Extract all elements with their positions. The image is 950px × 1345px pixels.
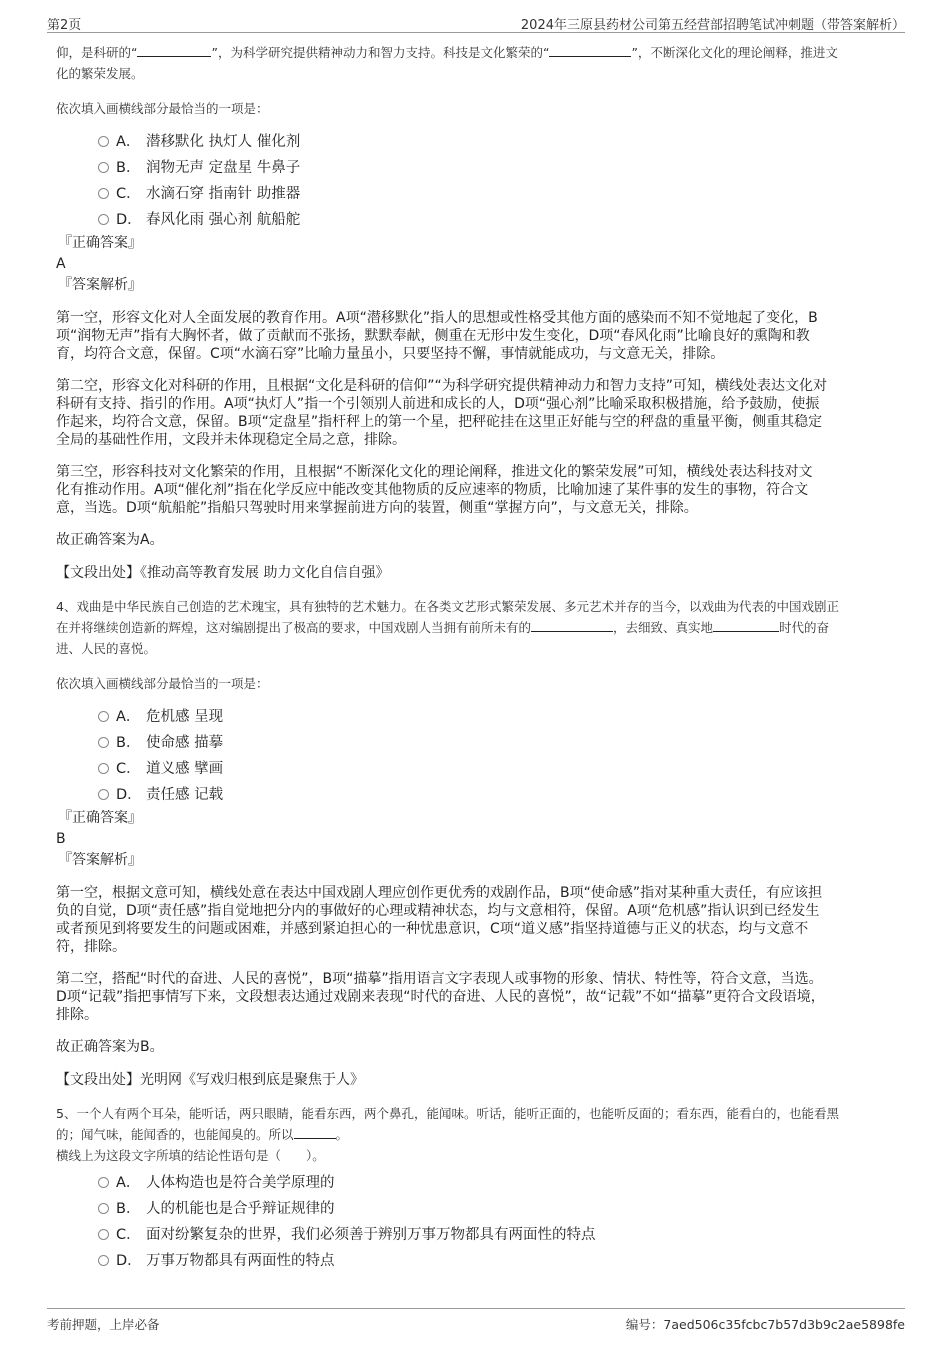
q4-options <box>56 703 896 807</box>
q4-stem: 4、戏曲是中华民族自己创造的艺术瑰宝，具有独特的艺术魅力。在各类文艺形式繁荣发展、多元艺术并存的当今，以戏曲为代表的中国戏剧正 在并将继续创造新的辉煌，这对编剧提出了极高的要求，中国戏剧人当拥有前所未有的 ，去细致、真实地 时代的奋 进、人民的喜悦。 <box>56 599 839 656</box>
q4-analysis-heading: 『答案解析』 <box>58 852 142 868</box>
q4-option-d[interactable]: D． 责任感 记载 <box>56 781 896 807</box>
q3-stem-line-2: 化的繁荣发展。 <box>56 66 144 81</box>
radio-icon[interactable] <box>98 737 109 748</box>
q4-analysis-paragraph-2: 第二空，搭配“时代的奋进、人民的喜悦”，B项“描摹”指用语言文字表现人或事物的形象、情状、特性等，符合文意，当选。 D项“记载”指把事情写下来，文段想表达通过戏剧来表现“时代的奋进、人民的喜悦”，故“记载”不如“描摹”更符合文段语境， 排除。 <box>56 971 825 1023</box>
q3-blank-3 <box>549 42 631 57</box>
radio-icon[interactable] <box>98 162 109 173</box>
q3-option-d[interactable]: D． 春风化雨 强心剂 航船舵 <box>56 206 896 232</box>
q3-analysis-paragraph-1: 第一空，形容文化对人全面发展的教育作用。A项“潜移默化”指人的思想或性格受其他方面的感染而不知不觉地起了变化，B 项“润物无声”指有大胸怀者，做了贡献而不张扬，默默奉献，侧重在无形中发生变化，D项“春风化雨”比喻良好的熏陶和教 育，均符合文意，保留。C项“水滴石穿”比喻力量虽小，只要坚持不懈，事情就能成功，与文意无关，排除。 <box>56 310 818 362</box>
radio-icon[interactable] <box>98 1203 109 1214</box>
page-header <box>47 8 905 33</box>
document-title: 2024年三原县药材公司第五经营部招聘笔试冲刺题（带答案解析） <box>520 18 905 33</box>
radio-icon[interactable] <box>98 1177 109 1188</box>
q5-option-c[interactable]: C． 面对纷繁复杂的世界，我们必须善于辨别万事万物都具有两面性的特点 <box>56 1221 896 1247</box>
q3-option-a[interactable]: A． 潜移默化 执灯人 催化剂 <box>56 128 896 154</box>
q3-source: 【文段出处】《推动高等教育发展 助力文化自信自强》 <box>56 565 390 581</box>
q4-source: 【文段出处】光明网《写戏归根到底是聚焦于人》 <box>56 1072 364 1088</box>
document-id: 编号：7aed506c35fcbc7b57d3b9c2ae5898fe <box>625 1317 905 1332</box>
page-content <box>56 40 896 1273</box>
q3-answer: A <box>56 256 66 272</box>
q3-options <box>56 128 896 232</box>
q3-analysis-paragraph-2: 第二空，形容文化对科研的作用，且根据“文化是科研的信仰”“为科学研究提供精神动力和智力支持”可知，横线处表达文化对 科研有支持、指引的作用。A项“执灯人”指一个引领别人前进和成长的人，D项“强心剂”比喻采取积极措施，给予鼓励，使振 作起来，均符合文意，保留。B项“定盘星”指杆秤上的第一个星，把秤砣挂在这里正好能与空的秤盘的重量平衡，侧重其稳定 全局的基础性作用，文段并未体现稳定全局之意，排除。 <box>56 378 828 448</box>
page-number: 第2页 <box>47 18 82 33</box>
q3-prompt: 依次填入画横线部分最恰当的一项是： <box>56 101 269 116</box>
q3-option-b[interactable]: B． 润物无声 定盘星 牛鼻子 <box>56 154 896 180</box>
q4-answer-heading: 『正确答案』 <box>58 810 142 826</box>
q3-analysis-paragraph-3: 第三空，形容科技对文化繁荣的作用，且根据“不断深化文化的理论阐释，推进文化的繁荣发展”可知，横线处表达科技对文 化有推动作用。A项“催化剂”指在化学反应中能改变其他物质的反应速率的物质，比喻加速了某件事的发生的事物，符合文 意，当选。D项“航船舵”指船只驾驶时用来掌握前进方向的装置，侧重“掌握方向”，与文意无关，排除。 <box>56 464 813 516</box>
radio-icon[interactable] <box>98 789 109 800</box>
q5-option-b[interactable]: B． 人的机能也是合乎辩证规律的 <box>56 1195 896 1221</box>
q4-analysis-paragraph-1: 第一空，根据文意可知，横线处意在表达中国戏剧人理应创作更优秀的戏剧作品，B项“使命感”指对某种重大责任，有应该担 负的自觉，D项“责任感”指自觉地把分内的事做好的心理或精神状态，均与文意相符，保留。A项“危机感”指认识到已经发生 或者预见到将要发生的问题或困难，并感到紧迫担心的一种忧患意识，C项“道义感”指坚持道德与正义的状态，均与文意不 符，排除。 <box>56 885 823 955</box>
q4-conclusion: 故正确答案为B。 <box>56 1039 164 1055</box>
q5-options <box>56 1169 896 1273</box>
q4-option-b[interactable]: B． 使命感 描摹 <box>56 729 896 755</box>
q4-answer: B <box>56 831 66 847</box>
footer-slogan: 考前押题，上岸必备 <box>47 1317 160 1332</box>
q4-blank-2 <box>713 617 779 632</box>
q5-option-d[interactable]: D． 万事万物都具有两面性的特点 <box>56 1247 896 1273</box>
q3-answer-heading: 『正确答案』 <box>58 235 142 251</box>
q3-blank-2 <box>137 42 211 57</box>
q5-option-a[interactable]: A． 人体构造也是符合美学原理的 <box>56 1169 896 1195</box>
radio-icon[interactable] <box>98 188 109 199</box>
q4-prompt: 依次填入画横线部分最恰当的一项是： <box>56 676 269 691</box>
radio-icon[interactable] <box>98 136 109 147</box>
page-footer <box>47 1308 905 1335</box>
q4-option-c[interactable]: C． 道义感 擘画 <box>56 755 896 781</box>
radio-icon[interactable] <box>98 711 109 722</box>
radio-icon[interactable] <box>98 214 109 225</box>
radio-icon[interactable] <box>98 763 109 774</box>
radio-icon[interactable] <box>98 1229 109 1240</box>
q5-stem: 5、一个人有两个耳朵，能听话，两只眼睛，能看东西，两个鼻孔，能闻味。听话，能听正面的，也能听反面的；看东西，能看白的，也能看黑 的；闻气味，能闻香的，也能闻臭的。所以 。 横线上为这段文字所填的结论性语句是（ ）。 <box>56 1106 839 1163</box>
radio-icon[interactable] <box>98 1255 109 1266</box>
q4-option-a[interactable]: A． 危机感 呈现 <box>56 703 896 729</box>
q5-blank <box>294 1124 336 1139</box>
q3-option-c[interactable]: C． 水滴石穿 指南针 助推器 <box>56 180 896 206</box>
q3-analysis-heading: 『答案解析』 <box>58 277 142 293</box>
q3-conclusion: 故正确答案为A。 <box>56 532 164 548</box>
q4-blank-1 <box>531 617 613 632</box>
q3-stem-line-1: 仰，是科研的“ ”，为科学研究提供精神动力和智力支持。科技是文化繁荣的“ ”，不断深化文化的理论阐释，推进文 <box>56 42 896 63</box>
